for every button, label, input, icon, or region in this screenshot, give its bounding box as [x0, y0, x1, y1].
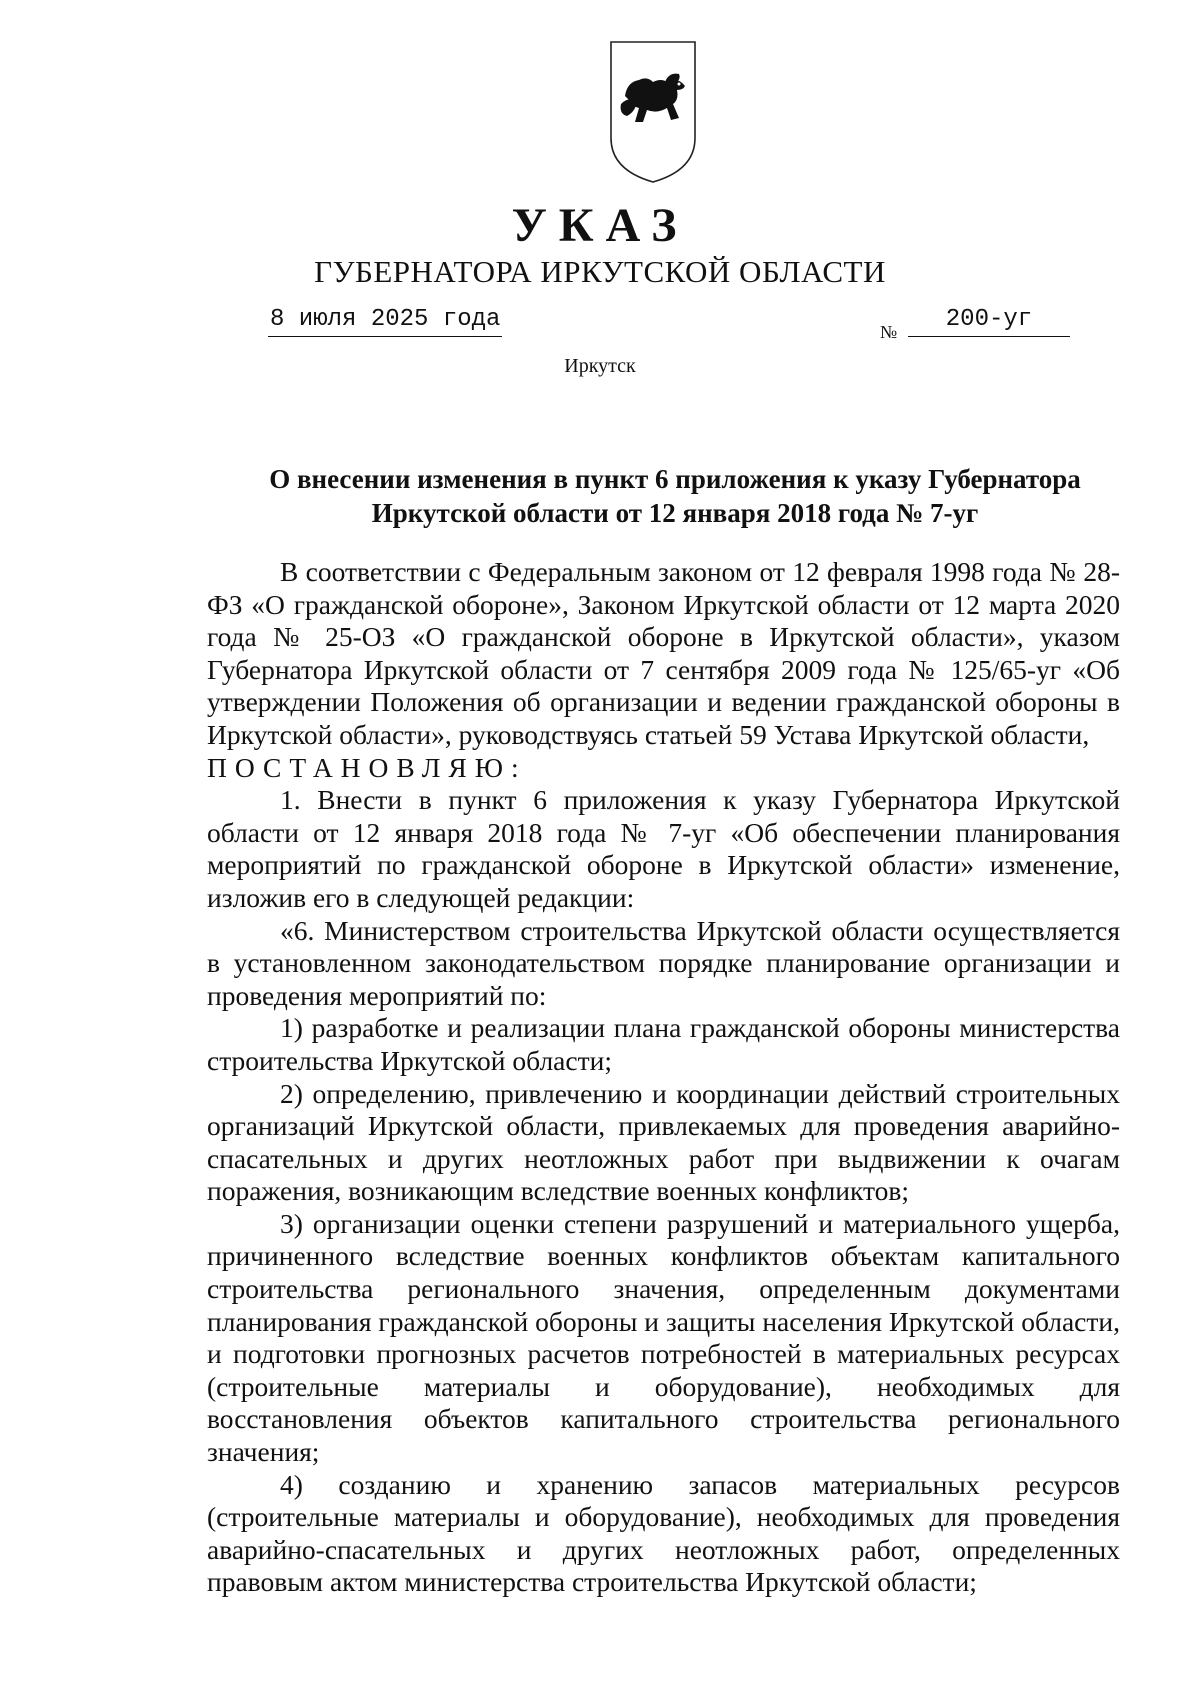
item-6-intro-paragraph: «6. Министерством строительства Иркутской области осуществляется в установленном законодательством порядке планирование организации и проведения мероприятий по: [207, 914, 1120, 1011]
decree-body [207, 556, 1120, 1599]
decree-operative-word: ПОСТАНОВЛЯЮ: [207, 751, 527, 783]
heading-line-2: Иркутской области от 12 января 2018 года № 7-уг [371, 498, 979, 528]
heading-line-1: О внесении изменения в пункт 6 приложения к указу Губернатора [269, 464, 1081, 494]
subitem-2-paragraph: 2) определению, привлечению и координации действий строительных организаций Иркутской области, привлекаемых для проведения аварийно-спасательных и других неотложных работ при выдвижении к очагам поражения, возникающим вследствие военных конфликтов; [207, 1077, 1120, 1207]
decree-number: 200-уг [908, 306, 1070, 337]
city-name: Иркутск [564, 355, 636, 377]
item-1-paragraph: 1. Внести в пункт 6 приложения к указу Губернатора Иркутской области от 12 января 2018 года № 7-уг «Об обеспечении планирования мероприятий по гражданской обороне в Иркутской области» изменение, изложив его в следующей редакции: [207, 784, 1120, 913]
preamble-paragraph: В соответствии с Федеральным законом от 12 февраля 1998 года № 28-ФЗ «О гражданской обороне», Законом Иркутской области от 12 марта 2020 года № 25-ОЗ «О гражданской обороне в Иркутской области», указом Губернатора Иркутской области от 7 сентября 2009 года № 125/65-уг «Об утверждении Положения об организации и ведении гражданской обороны в Иркутской области», руководствуясь статьей 59 Устава Иркутской области, [207, 556, 1120, 750]
number-sign: № [880, 322, 898, 342]
decree-heading [230, 462, 1120, 530]
subitem-3-paragraph: 3) организации оценки степени разрушений и материального ущерба, причиненного вследствие военных конфликтов объектам капитального строительства регионального значения, определенным документами планирования гражданской обороны и защиты населения Иркутской области, и подготовки прогнозных расчетов потребностей в материальных ресурсах (строительные материалы и оборудование), необходимых для восстановления объектов капитального строительства регионального значения; [207, 1207, 1120, 1468]
document-type-title: УКАЗ [511, 199, 689, 252]
decree-date: 8 июля 2025 года [268, 306, 502, 337]
irkutsk-coat-of-arms-icon [607, 38, 699, 186]
subitem-4-paragraph: 4) созданию и хранению запасов материальных ресурсов (строительные материалы и оборудование), необходимых для проведения аварийно-спасательных и других неотложных работ, определенных правовым актом министерства строительства Иркутской области; [207, 1468, 1120, 1598]
issuer-title: ГУБЕРНАТОРА ИРКУТСКОЙ ОБЛАСТИ [314, 254, 886, 289]
subitem-1-paragraph: 1) разработке и реализации плана гражданской обороны министерства строительства Иркутской области; [207, 1012, 1120, 1076]
